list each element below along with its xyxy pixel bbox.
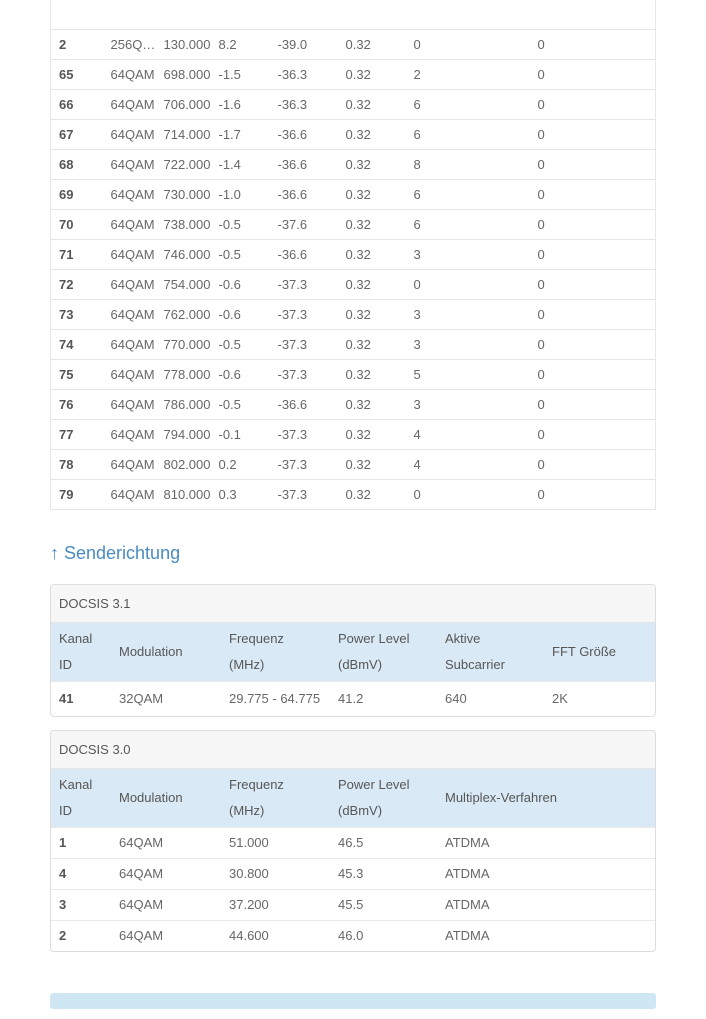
upstream-section-heading [50, 543, 656, 564]
table-cell: 786.000 [156, 390, 211, 420]
table-cell: 64QAM [103, 240, 156, 270]
channel-id-cell: 1 [51, 828, 111, 859]
table-cell: 3 [406, 330, 530, 360]
table-cell: 0.32 [338, 30, 406, 60]
table-cell: 714.000 [156, 120, 211, 150]
table-cell: 0.2 [211, 450, 270, 480]
channel-id-cell: 77 [51, 420, 103, 450]
table-cell: 44.600 [221, 921, 330, 952]
table-cell: 64QAM [103, 90, 156, 120]
table-cell: -0.6 [211, 270, 270, 300]
table-cell: 8.2 [211, 30, 270, 60]
table-cell: 0 [530, 390, 656, 420]
table-cell: 6 [406, 210, 530, 240]
table-cell: 0 [406, 270, 530, 300]
table-cell: 64QAM [103, 60, 156, 90]
table-cell: 0 [530, 30, 656, 60]
table-cell: 6 [406, 90, 530, 120]
channel-id-cell: 4 [51, 859, 111, 890]
table-cell: 0 [406, 30, 530, 60]
table-cell: 64QAM [103, 150, 156, 180]
table-cell: 64QAM [103, 360, 156, 390]
table-row [51, 921, 655, 952]
table-cell: -37.3 [270, 270, 338, 300]
table-cell: 0.32 [338, 90, 406, 120]
table-cell: 37.200 [221, 890, 330, 921]
table-cell: 0.32 [338, 390, 406, 420]
table-cell: -37.3 [270, 300, 338, 330]
docsis30-header-row [51, 769, 655, 828]
table-cell: 0.32 [338, 180, 406, 210]
table-cell: -0.5 [211, 240, 270, 270]
channel-id-cell: 71 [51, 240, 103, 270]
channel-id-cell: 73 [51, 300, 103, 330]
table-cell: -0.5 [211, 210, 270, 240]
column-header: FFT Größe [544, 623, 655, 682]
table-cell: 0 [406, 480, 530, 510]
table-cell: -36.6 [270, 180, 338, 210]
channel-id-cell: 78 [51, 450, 103, 480]
table-cell: -1.0 [211, 180, 270, 210]
downstream-channels-table [50, 0, 656, 510]
table-cell: 0.32 [338, 420, 406, 450]
table-cell: 778.000 [156, 360, 211, 390]
table-cell: 706.000 [156, 90, 211, 120]
table-row [51, 300, 656, 330]
table-cell: 0.32 [338, 300, 406, 330]
table-cell: 3 [406, 300, 530, 330]
table-cell: 0.32 [338, 450, 406, 480]
docsis30-table [51, 769, 655, 951]
channel-id-cell: 2 [51, 921, 111, 952]
table-cell: 64QAM [103, 300, 156, 330]
downstream-table-body [51, 0, 656, 510]
channel-id-cell: 70 [51, 210, 103, 240]
table-cell: 130.000 [156, 30, 211, 60]
channel-id-cell: 74 [51, 330, 103, 360]
table-cell: 0 [530, 360, 656, 390]
channel-id-cell: 72 [51, 270, 103, 300]
table-row [51, 828, 655, 859]
channel-id-cell: 79 [51, 480, 103, 510]
table-cell: 32QAM [111, 682, 221, 717]
table-cell: 0.32 [338, 480, 406, 510]
up-arrow-icon: ↑ [50, 543, 59, 563]
docsis31-table-body [51, 682, 655, 717]
table-cell: 0 [530, 420, 656, 450]
table-cell: -36.6 [270, 150, 338, 180]
docsis31-panel [50, 584, 656, 717]
table-row [51, 480, 656, 510]
table-cell: 64QAM [111, 828, 221, 859]
table-cell: 0.32 [338, 360, 406, 390]
table-cell: ATDMA [437, 921, 655, 952]
table-cell: 30.800 [221, 859, 330, 890]
column-header: Frequenz (MHz) [221, 623, 330, 682]
table-cell: 810.000 [156, 480, 211, 510]
table-cell: 0 [530, 120, 656, 150]
channel-id-cell: 68 [51, 150, 103, 180]
table-cell: -1.7 [211, 120, 270, 150]
column-header: Kanal ID [51, 769, 111, 828]
table-cell: ATDMA [437, 828, 655, 859]
docsis31-header-row [51, 623, 655, 682]
table-cell: 45.5 [330, 890, 437, 921]
channel-id-cell: 2 [51, 30, 103, 60]
table-cell: 4 [406, 450, 530, 480]
table-cell: 730.000 [156, 180, 211, 210]
table-cell: 41.2 [330, 682, 437, 717]
table-row [51, 682, 655, 717]
docsis30-panel [50, 730, 656, 952]
column-header: Power Level (dBmV) [330, 769, 437, 828]
table-cell: 64QAM [103, 180, 156, 210]
table-row [51, 330, 656, 360]
table-cell: 770.000 [156, 330, 211, 360]
table-cell: 0.32 [338, 210, 406, 240]
table-cell: 0 [530, 180, 656, 210]
table-row [51, 420, 656, 450]
table-cell: 64QAM [103, 330, 156, 360]
docsis30-caption: DOCSIS 3.0 [51, 731, 655, 769]
table-row [51, 90, 656, 120]
table-cell: 0 [530, 480, 656, 510]
channel-id-cell: 66 [51, 90, 103, 120]
table-cell: 746.000 [156, 240, 211, 270]
table-cell: 762.000 [156, 300, 211, 330]
table-cell: -0.5 [211, 390, 270, 420]
table-cell: -37.6 [270, 210, 338, 240]
table-cell: -0.6 [211, 300, 270, 330]
table-cell: 64QAM [103, 120, 156, 150]
column-header: Multiplex-Verfahren [437, 769, 655, 828]
table-cell: ATDMA [437, 890, 655, 921]
table-cell: 754.000 [156, 270, 211, 300]
partial-next-table-header [50, 993, 656, 1009]
table-row [51, 210, 656, 240]
table-cell: 0 [530, 300, 656, 330]
table-row [51, 240, 656, 270]
table-row [51, 30, 656, 60]
table-cell: ATDMA [437, 859, 655, 890]
table-cell: 64QAM [103, 450, 156, 480]
table-cell: -0.6 [211, 360, 270, 390]
table-cell: -36.6 [270, 240, 338, 270]
table-row [51, 180, 656, 210]
table-cell: 0 [530, 150, 656, 180]
table-row [51, 150, 656, 180]
table-cell: 0 [530, 210, 656, 240]
docsis30-table-head [51, 769, 655, 828]
cutoff-row [51, 0, 656, 30]
table-row [51, 890, 655, 921]
table-cell: 46.5 [330, 828, 437, 859]
table-cell: -36.3 [270, 60, 338, 90]
table-cell: 256Q… [103, 30, 156, 60]
table-cell: 64QAM [103, 390, 156, 420]
table-cell: 6 [406, 120, 530, 150]
channel-id-cell: 41 [51, 682, 111, 717]
table-cell: 722.000 [156, 150, 211, 180]
docsis30-table-body [51, 828, 655, 952]
table-cell: 738.000 [156, 210, 211, 240]
table-cell: -0.5 [211, 330, 270, 360]
column-header: Kanal ID [51, 623, 111, 682]
table-row [51, 859, 655, 890]
table-cell: 0 [530, 270, 656, 300]
table-cell: 0.32 [338, 60, 406, 90]
table-cell: -36.6 [270, 120, 338, 150]
table-cell: 64QAM [103, 420, 156, 450]
table-cell: 5 [406, 360, 530, 390]
table-cell: 0.32 [338, 150, 406, 180]
table-cell: 2K [544, 682, 655, 717]
table-cell: 8 [406, 150, 530, 180]
table-row [51, 360, 656, 390]
table-cell: 64QAM [111, 921, 221, 952]
channel-id-cell: 3 [51, 890, 111, 921]
column-header: Power Level (dBmV) [330, 623, 437, 682]
column-header: Modulation [111, 769, 221, 828]
table-cell: 0.32 [338, 120, 406, 150]
table-cell: 640 [437, 682, 544, 717]
table-cell: -37.3 [270, 360, 338, 390]
table-cell: 802.000 [156, 450, 211, 480]
channel-id-cell: 67 [51, 120, 103, 150]
table-cell: 4 [406, 420, 530, 450]
table-cell: 6 [406, 180, 530, 210]
table-cell: 0 [530, 330, 656, 360]
table-cell: 0.32 [338, 330, 406, 360]
table-cell: 29.775 - 64.775 [221, 682, 330, 717]
table-cell: 64QAM [103, 480, 156, 510]
table-row [51, 60, 656, 90]
table-cell: 698.000 [156, 60, 211, 90]
table-cell: -39.0 [270, 30, 338, 60]
table-cell: -37.3 [270, 420, 338, 450]
table-cell: 46.0 [330, 921, 437, 952]
table-cell: -37.3 [270, 450, 338, 480]
docsis31-table [51, 623, 655, 716]
table-cell: 2 [406, 60, 530, 90]
column-header: Modulation [111, 623, 221, 682]
table-cell: 0 [530, 90, 656, 120]
table-cell: -37.3 [270, 330, 338, 360]
table-cell: -0.1 [211, 420, 270, 450]
channel-id-cell: 65 [51, 60, 103, 90]
table-cell: 64QAM [111, 859, 221, 890]
table-cell: -36.6 [270, 390, 338, 420]
table-cell: -36.3 [270, 90, 338, 120]
table-cell: 64QAM [111, 890, 221, 921]
table-row [51, 450, 656, 480]
table-cell: -1.6 [211, 90, 270, 120]
table-cell: -1.4 [211, 150, 270, 180]
table-cell: 3 [406, 390, 530, 420]
channel-id-cell: 75 [51, 360, 103, 390]
table-cell: 3 [406, 240, 530, 270]
table-cell: 64QAM [103, 210, 156, 240]
table-cell: 0 [530, 60, 656, 90]
table-cell: -1.5 [211, 60, 270, 90]
table-row [51, 270, 656, 300]
channel-id-cell: 69 [51, 180, 103, 210]
table-cell: 0.3 [211, 480, 270, 510]
table-cell: 0 [530, 450, 656, 480]
table-cell: 0.32 [338, 240, 406, 270]
table-cell: 45.3 [330, 859, 437, 890]
column-header: Aktive Subcarrier [437, 623, 544, 682]
table-row [51, 120, 656, 150]
table-cell: 64QAM [103, 270, 156, 300]
table-cell: 794.000 [156, 420, 211, 450]
upstream-heading-label: Senderichtung [64, 543, 181, 563]
table-cell: 0 [530, 240, 656, 270]
channel-id-cell: 76 [51, 390, 103, 420]
table-cell: -37.3 [270, 480, 338, 510]
docsis31-caption: DOCSIS 3.1 [51, 585, 655, 623]
table-cell: 0.32 [338, 270, 406, 300]
docsis31-table-head [51, 623, 655, 682]
table-row [51, 390, 656, 420]
table-cell: 51.000 [221, 828, 330, 859]
column-header: Frequenz (MHz) [221, 769, 330, 828]
